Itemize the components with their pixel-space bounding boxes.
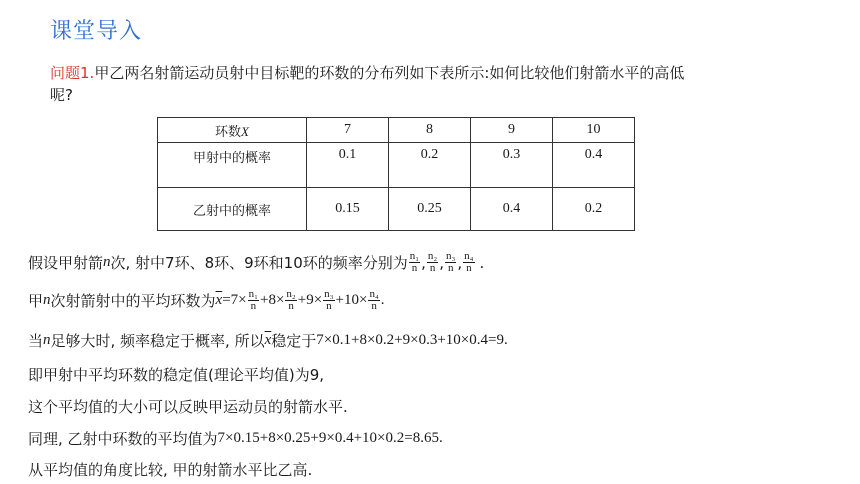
frac-den: n xyxy=(288,300,294,312)
prob-cell: 0.4 xyxy=(471,188,553,231)
prob-cell: 0.2 xyxy=(553,188,635,231)
text-line-4: 即甲射中平均环数的稳定值(理论平均值)为9, xyxy=(28,366,325,384)
ring-cell: 7 xyxy=(307,118,389,143)
frac-den: n xyxy=(250,300,257,312)
text-line-6 xyxy=(28,428,443,449)
distribution-table xyxy=(157,117,635,231)
text-line-3 xyxy=(28,330,508,351)
frac-num: n₂ xyxy=(427,250,438,262)
row-label: 乙射中的概率 xyxy=(158,188,307,231)
fraction xyxy=(463,251,474,274)
term: +8× xyxy=(259,292,285,308)
fraction xyxy=(368,289,379,312)
table-header-row xyxy=(158,118,635,143)
text-line-2 xyxy=(28,289,385,312)
frac-num: n₃ xyxy=(446,250,456,262)
comma: , xyxy=(439,253,445,272)
text-line-7: 从平均值的角度比较, 甲的射箭水平比乙高. xyxy=(28,461,313,479)
row-label: 甲射中的概率 xyxy=(158,143,307,188)
prob-cell: 0.25 xyxy=(389,188,471,231)
text-line-1 xyxy=(28,251,484,274)
fraction xyxy=(427,251,438,274)
fraction xyxy=(248,289,259,312)
prob-cell: 0.3 xyxy=(471,143,553,188)
mean-symbol: $\overline{x}$ xyxy=(264,332,272,348)
frac-den: n xyxy=(466,262,472,274)
fraction xyxy=(445,251,456,274)
prob-cell: 0.1 xyxy=(307,143,389,188)
fraction xyxy=(323,289,334,312)
line2-pre: 甲 xyxy=(28,292,44,310)
problem-statement xyxy=(50,62,690,106)
problem-tag: 问题1. xyxy=(50,64,95,82)
table-row-yi xyxy=(158,188,635,231)
var-n: n xyxy=(103,254,111,270)
line1-post: 次, 射中7环、8环、9环和10环的频率分别为 xyxy=(110,254,408,272)
frac-num: n₄ xyxy=(369,288,379,300)
slide-title: 课堂导入 xyxy=(50,19,143,44)
prob-cell: 0.4 xyxy=(553,143,635,188)
formula-yi: 7×0.15+8×0.25+9×0.4+10×0.2=8.65. xyxy=(217,430,443,446)
frac-den: n xyxy=(326,300,332,312)
line1-pre: 假设甲射箭 xyxy=(28,254,104,272)
prob-cell: 0.2 xyxy=(389,143,471,188)
ring-cell: 8 xyxy=(389,118,471,143)
equals: = xyxy=(222,292,231,308)
comma: , xyxy=(457,253,463,272)
problem-text: 甲乙两名射箭运动员射中目标靶的环数的分布列如下表所示:如何比较他们射箭水平的高低呢? xyxy=(50,64,685,104)
prob-cell: 0.15 xyxy=(307,188,389,231)
ring-cell: 9 xyxy=(471,118,553,143)
header-label xyxy=(158,118,307,143)
frac-den: n xyxy=(411,262,418,274)
header-label-text: 环数X xyxy=(215,123,249,140)
line2-end: . xyxy=(380,292,385,308)
line3-post: 稳定于 xyxy=(271,332,317,350)
formula-jia: 7×0.1+8×0.2+9×0.3+10×0.4=9. xyxy=(316,332,508,348)
term: 7× xyxy=(230,292,247,308)
line2-mid: 次射箭射中的平均环数为 xyxy=(50,292,216,310)
mean-symbol: $\overline{x}$ xyxy=(215,292,223,308)
line1-end: . xyxy=(479,253,485,272)
frac-num: n₁ xyxy=(409,250,420,262)
frac-den: n xyxy=(371,300,377,312)
frac-num: n₂ xyxy=(286,288,296,300)
frac-den: n xyxy=(429,262,436,274)
var-n: n xyxy=(43,292,51,308)
fraction xyxy=(285,289,296,312)
comma: , xyxy=(421,253,426,272)
line3-pre: 当 xyxy=(28,332,44,350)
table-row-jia xyxy=(158,143,635,188)
line3-mid: 足够大时, 频率稳定于概率, 所以 xyxy=(50,332,265,350)
frac-num: n₃ xyxy=(324,288,334,300)
text-line-5: 这个平均值的大小可以反映甲运动员的射箭水平. xyxy=(28,398,348,416)
line6-pre: 同理, 乙射中环数的平均值为 xyxy=(28,430,218,448)
ring-cell: 10 xyxy=(553,118,635,143)
frac-den: n xyxy=(447,262,454,274)
var-n: n xyxy=(43,332,51,348)
frac-num: n₄ xyxy=(464,250,474,262)
term: +10× xyxy=(335,292,368,308)
fraction xyxy=(409,251,420,274)
frac-num: n₁ xyxy=(248,288,258,300)
term: +9× xyxy=(297,292,323,308)
